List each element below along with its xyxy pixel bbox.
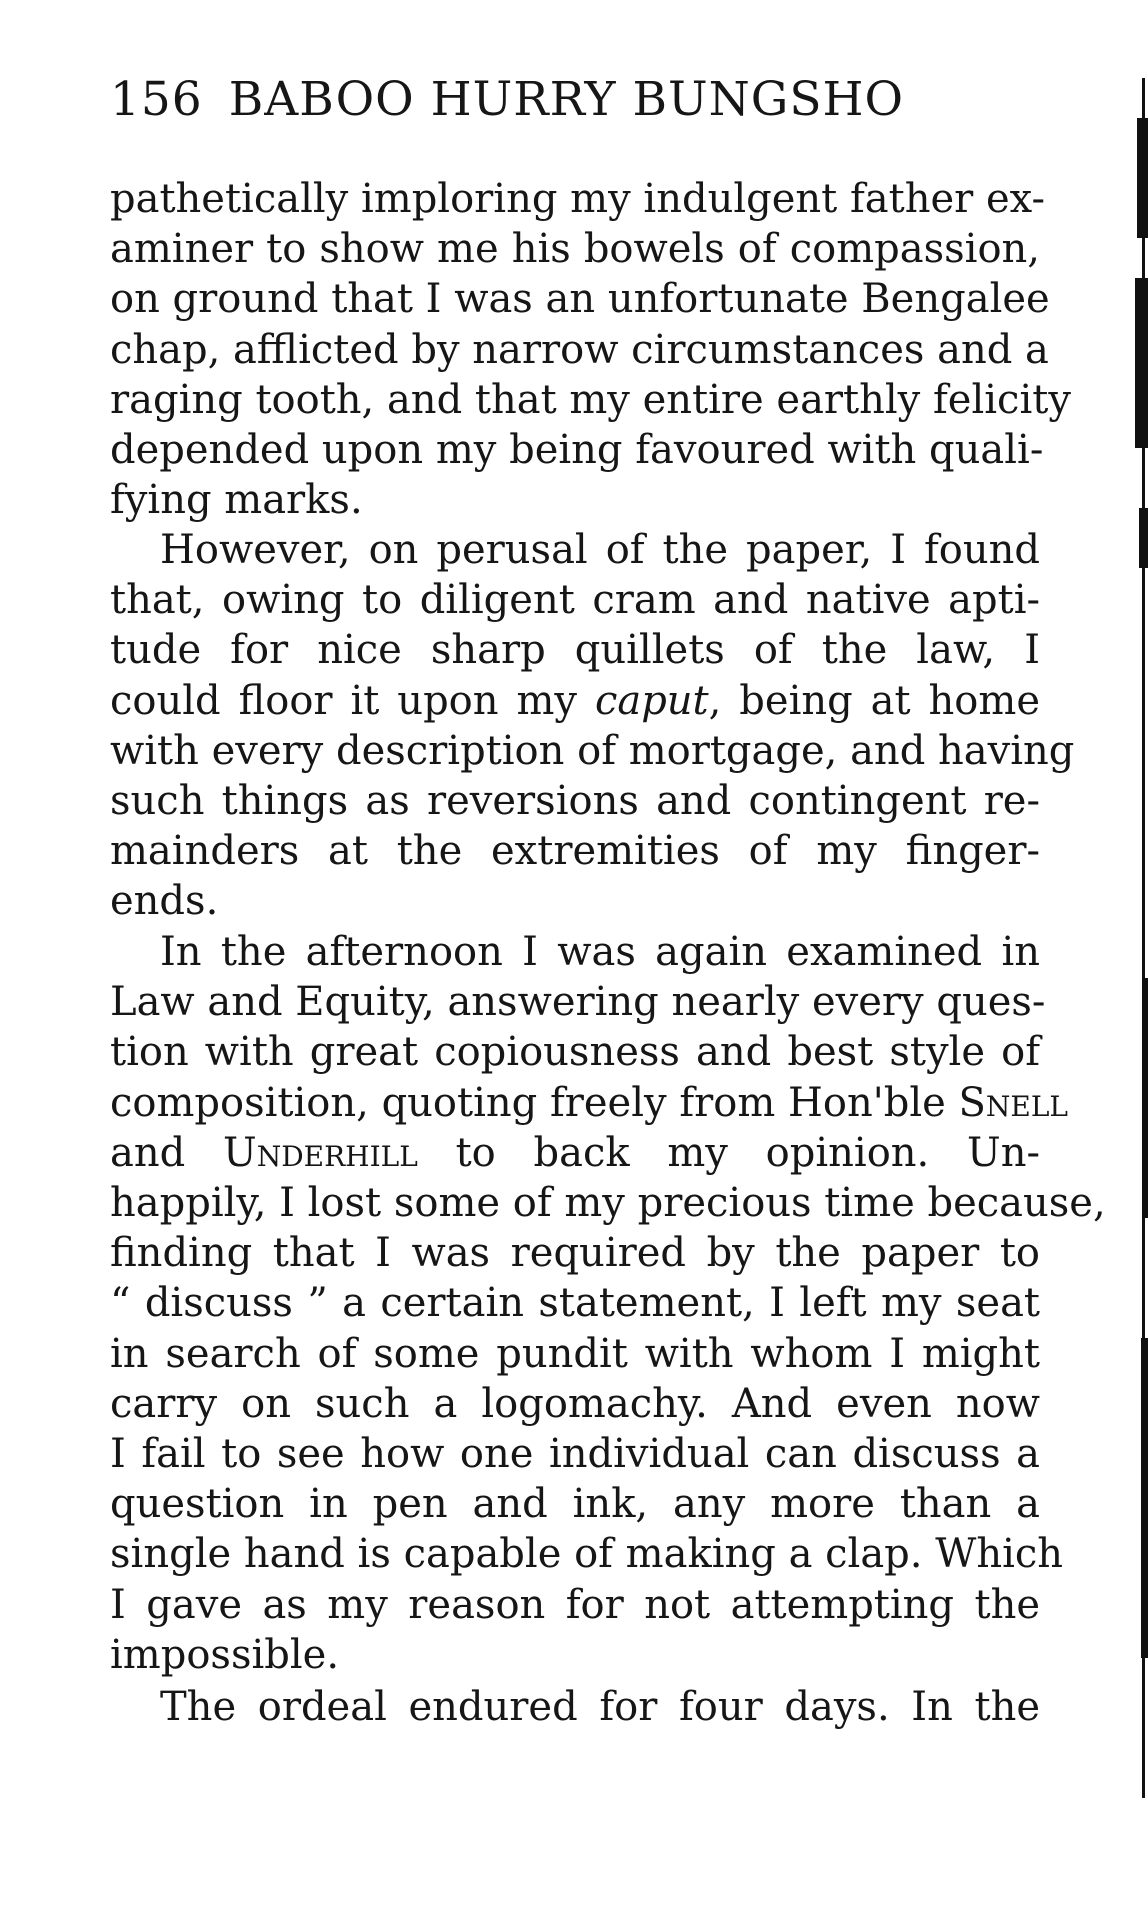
- text-line: on ground that I was an unfortunate Bengalee: [110, 276, 1050, 323]
- text-line: The ordeal endured for four days. In the: [160, 1684, 1040, 1730]
- text-line: I gave as my reason for not attempting the: [110, 1581, 1040, 1628]
- text-segment: could floor it upon my: [110, 677, 595, 724]
- page-number: 156: [110, 72, 203, 127]
- text-line-composite: [110, 1078, 1069, 1128]
- text-line-composite: [110, 676, 1040, 726]
- text-segment: and: [110, 1129, 223, 1176]
- text-line: chap, afflicted by narrow circumstances and a: [110, 326, 1049, 373]
- text-segment: , being at home: [708, 677, 1040, 724]
- text-line: However, on perusal of the paper, I found: [160, 527, 1040, 573]
- smallcaps-name: Snell: [958, 1079, 1069, 1126]
- text-line: pathetically imploring my indulgent father ex-: [110, 176, 1045, 222]
- text-line: impossible.: [110, 1631, 340, 1678]
- text-line: ends.: [110, 878, 219, 925]
- text-line: happily, I lost some of my precious time because,: [110, 1180, 1106, 1227]
- paragraph-1: [110, 174, 1071, 525]
- page-header: [110, 72, 904, 127]
- text-line: such things as reversions and contingent re-: [110, 778, 1040, 825]
- text-line: aminer to show me his bowels of compassion,: [110, 226, 1040, 273]
- text-line: “ discuss ” a certain statement, I left my seat: [110, 1280, 1040, 1327]
- text-line-composite: [110, 1128, 1040, 1178]
- text-line: tude for nice sharp quillets of the law, I: [110, 627, 1040, 674]
- text-line: In the afternoon I was again examined in: [160, 929, 1040, 975]
- text-segment: to back my opinion. Un-: [417, 1129, 1040, 1176]
- text-line: finding that I was required by the paper to: [110, 1230, 1040, 1277]
- text-line: mainders at the extremities of my finger-: [110, 828, 1040, 875]
- text-line: in search of some pundit with whom I might: [110, 1330, 1040, 1377]
- italic-word: caput: [594, 677, 709, 724]
- text-line: fying marks.: [110, 477, 363, 524]
- paragraph-4: [110, 1682, 1040, 1732]
- text-line: raging tooth, and that my entire earthly felicity: [110, 376, 1071, 423]
- smallcaps-name: Underhill: [222, 1129, 418, 1176]
- paragraph-3: [110, 927, 1106, 1680]
- text-segment: composition, quoting freely from Hon'ble: [110, 1079, 959, 1126]
- text-line: that, owing to diligent cram and native apti-: [110, 577, 1040, 624]
- running-title: BABOO HURRY BUNGSHO: [228, 72, 905, 127]
- text-line: tion with great copiousness and best style of: [110, 1029, 1040, 1076]
- text-line: single hand is capable of making a clap. Which: [110, 1531, 1064, 1578]
- text-line: I fail to see how one individual can discuss a: [110, 1431, 1040, 1478]
- text-line: with every description of mortgage, and having: [110, 727, 1075, 774]
- text-line: carry on such a logomachy. And even now: [110, 1380, 1040, 1427]
- text-line: depended upon my being favoured with quali-: [110, 427, 1044, 474]
- page-binding-edge: [1133, 78, 1148, 1798]
- paragraph-2: [110, 525, 1075, 927]
- text-line: Law and Equity, answering nearly every ques-: [110, 979, 1046, 1026]
- text-line: question in pen and ink, any more than a: [110, 1481, 1040, 1528]
